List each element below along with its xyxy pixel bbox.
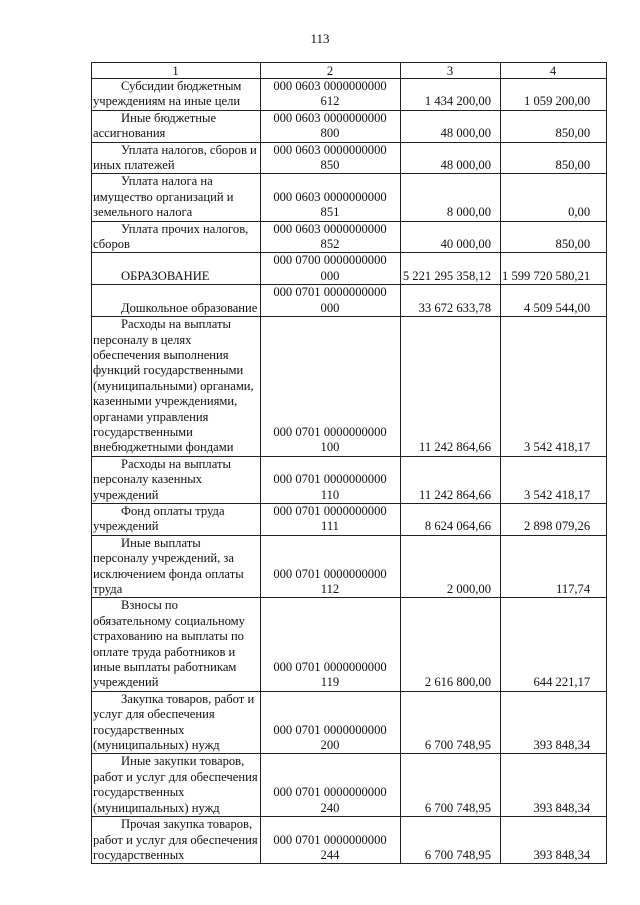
row-name-cell: ОБРАЗОВАНИЕ (92, 253, 261, 285)
row-value-col4-cell: 850,00 (501, 110, 607, 142)
table-row (92, 285, 607, 317)
row-value-col4-cell: 1 599 720 580,21 (501, 253, 607, 285)
column-header-1: 1 (92, 63, 261, 79)
row-name-cell: Взносы по обязательному социальному страхованию на выплаты по оплате труда работников и иные выплаты работникам учреждений (92, 598, 261, 691)
row-value-col3-cell: 33 672 633,78 (401, 285, 501, 317)
table-row (92, 142, 607, 174)
row-value-col3-cell: 8 000,00 (401, 174, 501, 221)
table-row (92, 253, 607, 285)
row-name-cell: Уплата прочих налогов, сборов (92, 221, 261, 253)
row-value-col4-cell: 393 848,34 (501, 691, 607, 754)
row-name-cell: Прочая закупка товаров, работ и услуг для обеспечения государственных (92, 817, 261, 864)
table-row (92, 691, 607, 754)
row-value-col3-cell: 48 000,00 (401, 110, 501, 142)
row-name-cell: Иные бюджетные ассигнования (92, 110, 261, 142)
row-name-cell: Уплата налогов, сборов и иных платежей (92, 142, 261, 174)
budget-table (91, 62, 607, 864)
row-value-col3-cell: 11 242 864,66 (401, 317, 501, 457)
row-value-col3-cell: 2 000,00 (401, 535, 501, 598)
row-value-col4-cell: 393 848,34 (501, 754, 607, 817)
row-value-col3-cell: 11 242 864,66 (401, 456, 501, 503)
table-row (92, 221, 607, 253)
row-value-col4-cell: 117,74 (501, 535, 607, 598)
row-value-col3-cell: 48 000,00 (401, 142, 501, 174)
row-value-col3-cell: 5 221 295 358,12 (401, 253, 501, 285)
row-value-col3-cell: 2 616 800,00 (401, 598, 501, 691)
row-code-cell: 000 0603 0000000000 852 (261, 221, 401, 253)
row-value-col4-cell: 3 542 418,17 (501, 317, 607, 457)
row-name-cell: Субсидии бюджетным учреждениям на иные цели (92, 79, 261, 111)
table-row (92, 456, 607, 503)
row-code-cell: 000 0701 0000000000 000 (261, 285, 401, 317)
row-name-cell: Фонд оплаты труда учреждений (92, 503, 261, 535)
row-code-cell: 000 0603 0000000000 612 (261, 79, 401, 111)
row-value-col3-cell: 6 700 748,95 (401, 691, 501, 754)
row-value-col3-cell: 6 700 748,95 (401, 817, 501, 864)
row-value-col4-cell: 644 221,17 (501, 598, 607, 691)
row-code-cell: 000 0701 0000000000 112 (261, 535, 401, 598)
row-code-cell: 000 0701 0000000000 244 (261, 817, 401, 864)
row-code-cell: 000 0603 0000000000 850 (261, 142, 401, 174)
row-code-cell: 000 0701 0000000000 100 (261, 317, 401, 457)
row-value-col4-cell: 850,00 (501, 221, 607, 253)
column-header-3: 3 (401, 63, 501, 79)
table-header-row (92, 63, 607, 79)
table-row (92, 535, 607, 598)
row-code-cell: 000 0701 0000000000 119 (261, 598, 401, 691)
column-header-4: 4 (501, 63, 607, 79)
row-name-cell: Иные закупки товаров, работ и услуг для обеспечения государственных (муниципальных) нужд (92, 754, 261, 817)
row-code-cell: 000 0701 0000000000 240 (261, 754, 401, 817)
table-row (92, 598, 607, 691)
row-value-col3-cell: 8 624 064,66 (401, 503, 501, 535)
row-code-cell: 000 0603 0000000000 800 (261, 110, 401, 142)
row-name-cell: Закупка товаров, работ и услуг для обеспечения государственных (муниципальных) нужд (92, 691, 261, 754)
row-name-cell: Расходы на выплаты персоналу в целях обеспечения выполнения функций государственными (муниципальными) органами, казенными учреждениями, органами управления государственными внебюджетными фондами (92, 317, 261, 457)
row-value-col3-cell: 40 000,00 (401, 221, 501, 253)
column-header-2: 2 (261, 63, 401, 79)
table-row (92, 79, 607, 111)
row-value-col3-cell: 1 434 200,00 (401, 79, 501, 111)
table-row (92, 174, 607, 221)
row-code-cell: 000 0700 0000000000 000 (261, 253, 401, 285)
table-row (92, 110, 607, 142)
page-number: 113 (310, 31, 330, 46)
row-code-cell: 000 0701 0000000000 200 (261, 691, 401, 754)
table-row (92, 503, 607, 535)
table-row (92, 754, 607, 817)
row-value-col4-cell: 393 848,34 (501, 817, 607, 864)
row-code-cell: 000 0701 0000000000 110 (261, 456, 401, 503)
row-value-col4-cell: 1 059 200,00 (501, 79, 607, 111)
table-row (92, 817, 607, 864)
row-name-cell: Дошкольное образование (92, 285, 261, 317)
row-value-col4-cell: 4 509 544,00 (501, 285, 607, 317)
row-value-col4-cell: 0,00 (501, 174, 607, 221)
row-code-cell: 000 0701 0000000000 111 (261, 503, 401, 535)
row-name-cell: Расходы на выплаты персоналу казенных учреждений (92, 456, 261, 503)
row-value-col4-cell: 850,00 (501, 142, 607, 174)
row-value-col3-cell: 6 700 748,95 (401, 754, 501, 817)
table-row (92, 317, 607, 457)
row-code-cell: 000 0603 0000000000 851 (261, 174, 401, 221)
row-name-cell: Иные выплаты персоналу учреждений, за исключением фонда оплаты труда (92, 535, 261, 598)
row-value-col4-cell: 3 542 418,17 (501, 456, 607, 503)
row-value-col4-cell: 2 898 079,26 (501, 503, 607, 535)
row-name-cell: Уплата налога на имущество организаций и земельного налога (92, 174, 261, 221)
